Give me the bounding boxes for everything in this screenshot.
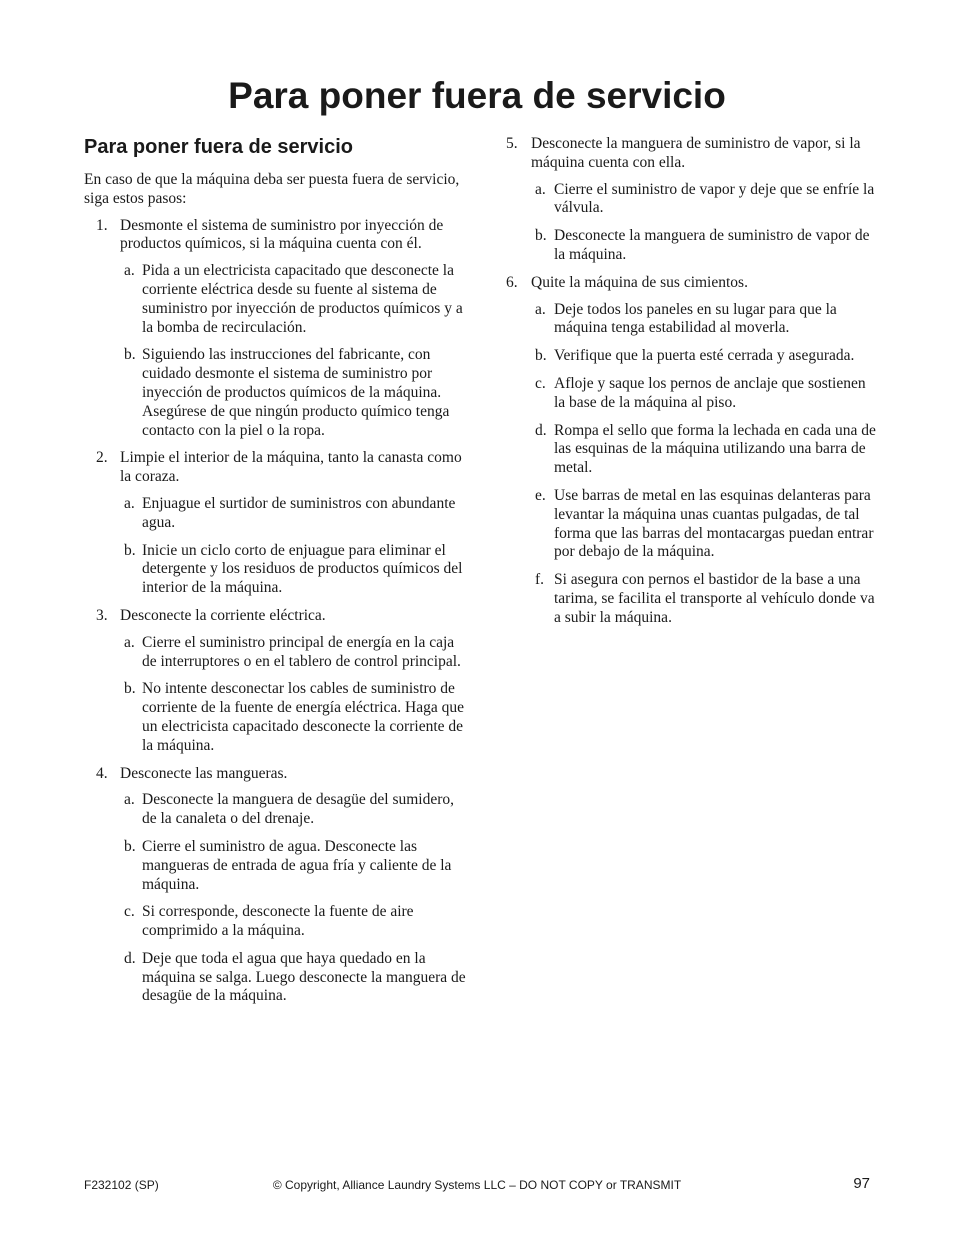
step-4-sub-c: [84, 903, 468, 941]
sub-text: Inicie un ciclo corto de enjuague para eliminar el detergente y los residuos de productos químicos del interior de la máquina.: [142, 541, 463, 597]
section-heading: Para poner fuera de servicio: [84, 136, 354, 158]
sub-letter: b.: [535, 347, 547, 365]
step-4-sub-a: [84, 791, 468, 829]
sub-text: Siguiendo las instrucciones del fabricante, con cuidado desmonte el sistema de suministro por inyección de productos químicos de la máquina. Asegúrese de que ningún producto químico tenga contacto con la piel o la ropa.: [142, 346, 450, 439]
step-number: 2.: [96, 449, 108, 467]
page-title: Para poner fuera de servicio: [228, 75, 726, 116]
step-6-sub-b: [506, 347, 876, 366]
sub-letter: a.: [535, 180, 546, 198]
step-2-sub-b: [84, 542, 468, 598]
step-2: [84, 449, 468, 487]
step-6-sub-f: [506, 571, 876, 627]
sub-text: Use barras de metal en las esquinas delanteras para levantar la máquina unas cuantas pulgadas, de tal forma que las barras del montacargas puedan entrar por debajo de la máquina.: [554, 486, 874, 561]
sub-text: Cierre el suministro principal de energía en la caja de interruptores o en el tablero de control principal.: [142, 633, 461, 670]
sub-text: Pida a un electricista capacitado que desconecte la corriente eléctrica desde su fuente al sistema de suministro por inyección de productos químicos y a la bomba de recirculación.: [142, 262, 463, 336]
step-6-sub-c: [506, 375, 876, 413]
sub-letter: f.: [535, 571, 545, 589]
sub-letter: a.: [124, 791, 135, 809]
step-5-sub-a: [506, 181, 876, 219]
sub-text: Cierre el suministro de agua. Desconecte las mangueras de entrada de agua fría y caliente de la máquina.: [142, 837, 452, 893]
step-4-sub-d: [84, 950, 468, 1006]
step-2-sub-a: [84, 495, 468, 533]
footer-copyright: © Copyright, Alliance Laundry Systems LLC – DO NOT COPY or TRANSMIT: [272, 1178, 682, 1192]
sub-text: Rompa el sello que forma la lechada en cada una de las esquinas de la máquina utilizando una barra de metal.: [554, 421, 876, 477]
sub-text: Verifique que la puerta esté cerrada y asegurada.: [554, 347, 855, 365]
sub-text: Deje todos los paneles en su lugar para que la máquina tenga estabilidad al moverla.: [554, 300, 837, 337]
step-5: [506, 135, 876, 173]
step-1-sub-b: [84, 346, 468, 440]
step-text: Desconecte las mangueras.: [120, 764, 288, 782]
step-text: Desconecte la manguera de suministro de vapor, si la máquina cuenta con ella.: [531, 135, 861, 171]
sub-text: No intente desconectar los cables de suministro de corriente de la fuente de energía eléctrica. Haga que un electricista capacitado desconecte la corriente de la máquina.: [142, 680, 465, 754]
step-number: 5.: [506, 135, 518, 152]
step-1-sub-a: [84, 262, 468, 337]
step-text: Desconecte la corriente eléctrica.: [120, 606, 326, 624]
sub-text: Afloje y saque los pernos de anclaje que sostienen la base de la máquina al piso.: [554, 374, 866, 411]
sub-letter: b.: [124, 346, 136, 364]
footer-page-number: 97: [853, 1175, 870, 1192]
left-column: [84, 134, 468, 1015]
step-1: [84, 217, 468, 255]
step-5-sub-b: [506, 227, 876, 265]
step-4: [84, 765, 468, 784]
sub-letter: a.: [124, 633, 135, 651]
step-6-sub-a: [506, 301, 876, 339]
footer-doc-id: F232102 (SP): [84, 1178, 159, 1192]
step-4-sub-b: [84, 838, 468, 894]
right-column: [506, 135, 876, 637]
step-text: Limpie el interior de la máquina, tanto la canasta como la coraza.: [120, 449, 462, 486]
sub-letter: e.: [535, 486, 546, 504]
sub-letter: a.: [535, 300, 546, 318]
step-3-sub-b: [84, 680, 468, 755]
sub-letter: b.: [124, 680, 136, 698]
step-number: 3.: [96, 606, 108, 624]
sub-letter: b.: [535, 227, 547, 245]
intro-paragraph: En caso de que la máquina deba ser puesta fuera de servicio, siga estos pasos:: [84, 171, 460, 207]
sub-letter: b.: [124, 541, 136, 559]
step-text: Desmonte el sistema de suministro por inyección de productos químicos, si la máquina cuenta con él.: [120, 216, 444, 253]
sub-letter: d.: [124, 949, 136, 967]
sub-text: Cierre el suministro de vapor y deje que se enfríe la válvula.: [554, 180, 875, 217]
sub-letter: b.: [124, 837, 136, 855]
sub-text: Desconecte la manguera de desagüe del sumidero, de la canaleta o del drenaje.: [142, 791, 455, 828]
sub-text: Si corresponde, desconecte la fuente de aire comprimido a la máquina.: [142, 903, 414, 940]
step-number: 4.: [96, 764, 108, 782]
sub-letter: a.: [124, 262, 135, 280]
step-number: 1.: [96, 216, 108, 234]
step-3-sub-a: [84, 634, 468, 672]
step-3: [84, 607, 468, 626]
sub-text: Enjuague el surtidor de suministros con abundante agua.: [142, 494, 456, 531]
sub-letter: c.: [124, 903, 135, 921]
sub-text: Si asegura con pernos el bastidor de la base a una tarima, se facilita el transporte al vehículo donde va a subir la máquina.: [554, 571, 875, 626]
step-6-sub-e: [506, 487, 876, 562]
sub-letter: c.: [535, 374, 546, 392]
sub-letter: d.: [535, 421, 547, 439]
step-6: [506, 274, 876, 293]
step-6-sub-d: [506, 422, 876, 478]
sub-text: Desconecte la manguera de suministro de vapor de la máquina.: [554, 227, 870, 263]
step-text: Quite la máquina de sus cimientos.: [531, 273, 748, 291]
sub-text: Deje que toda el agua que haya quedado en la máquina se salga. Luego desconecte la manguera de desagüe de la máquina.: [142, 949, 466, 1005]
sub-letter: a.: [124, 494, 135, 512]
step-number: 6.: [506, 273, 518, 291]
